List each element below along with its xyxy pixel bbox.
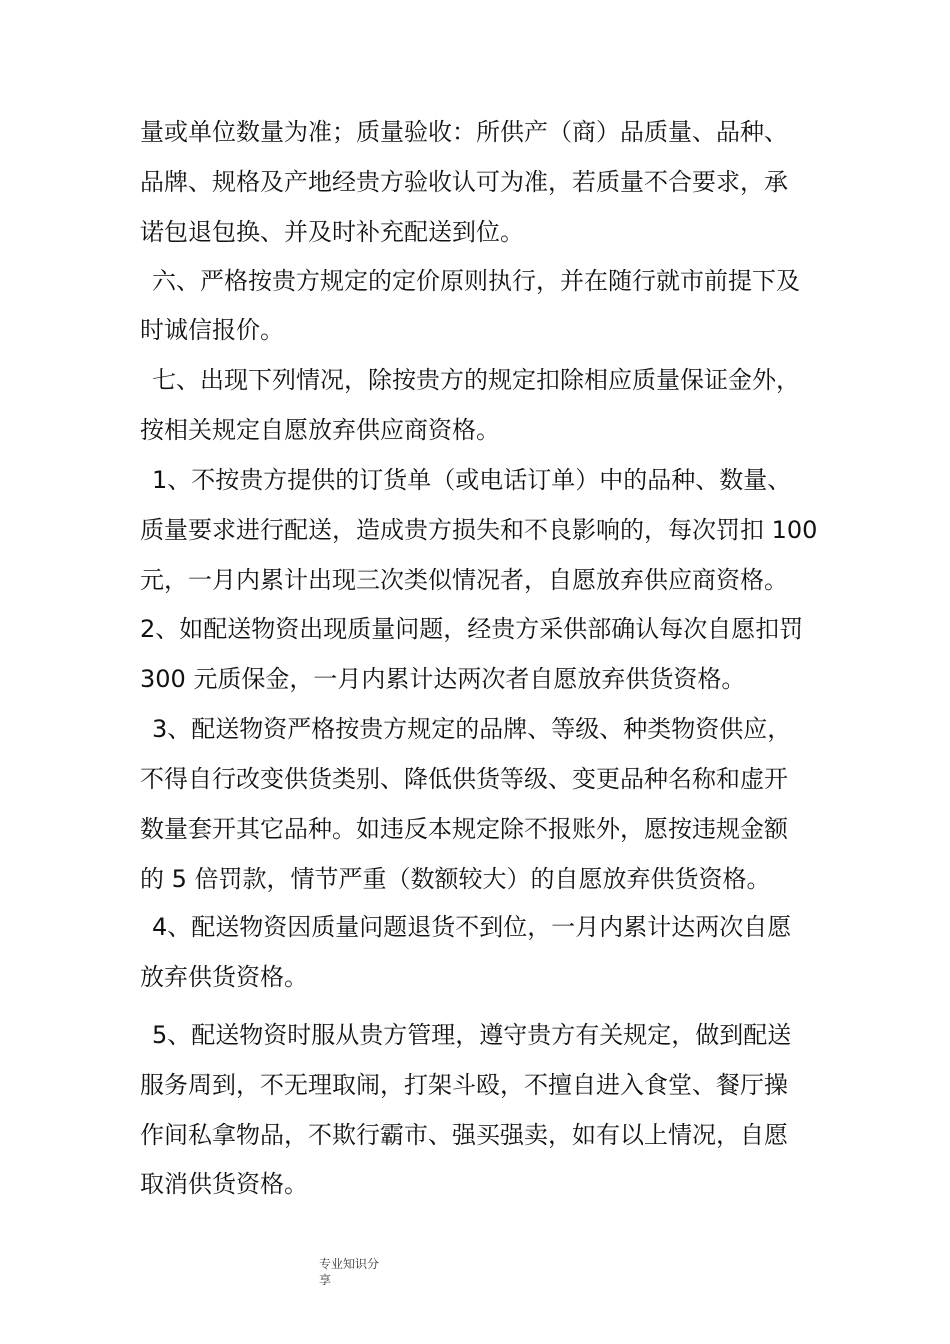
text-line: 300 元质保金，一月内累计达两次者自愿放弃供货资格。	[140, 665, 746, 693]
item-4-line: 4、配送物资因质量问题退货不到位，一月内累计达两次自愿	[152, 913, 792, 941]
text-line: 作间私拿物品，不欺行霸市、强买强卖，如有以上情况，自愿	[140, 1121, 788, 1149]
footer-line: 享	[319, 1273, 332, 1287]
text-line: 按相关规定自愿放弃供应商资格。	[140, 416, 500, 444]
text-line: 诺包退包换、并及时补充配送到位。	[140, 218, 524, 246]
text-line: 元，一月内累计出现三次类似情况者，自愿放弃供应商资格。	[140, 566, 788, 594]
section-six-heading: 六、严格按贵方规定的定价原则执行，并在随行就市前提下及	[152, 267, 800, 295]
page-footer	[319, 1256, 399, 1288]
text-line: 数量套开其它品种。如违反本规定除不报账外，愿按违规金额	[140, 815, 788, 843]
text-line: 服务周到，不无理取闹，打架斗殴，不擅自进入食堂、餐厅操	[140, 1071, 788, 1099]
text-line: 量或单位数量为准；质量验收：所供产（商）品质量、品种、	[140, 118, 788, 146]
footer-line: 专业知识分	[319, 1257, 380, 1271]
text-line: 取消供货资格。	[140, 1170, 308, 1198]
text-line: 时诚信报价。	[140, 316, 284, 344]
text-line: 的 5 倍罚款，情节严重（数额较大）的自愿放弃供货资格。	[140, 865, 771, 893]
item-5-line: 5、配送物资时服从贵方管理，遵守贵方有关规定，做到配送	[152, 1021, 792, 1049]
text-line: 品牌、规格及产地经贵方验收认可为准，若质量不合要求，承	[140, 168, 788, 196]
item-1-line: 1、不按贵方提供的订货单（或电话订单）中的品种、数量、	[152, 466, 792, 494]
section-seven-heading: 七、出现下列情况，除按贵方的规定扣除相应质量保证金外，	[152, 366, 800, 394]
item-3-line: 3、配送物资严格按贵方规定的品牌、等级、种类物资供应，	[152, 715, 792, 743]
text-line: 放弃供货资格。	[140, 963, 308, 991]
item-2-line: 2、如配送物资出现质量问题，经贵方采供部确认每次自愿扣罚	[140, 615, 804, 643]
text-line: 质量要求进行配送，造成贵方损失和不良影响的，每次罚扣 100	[140, 516, 818, 544]
text-line: 不得自行改变供货类别、降低供货等级、变更品种名称和虚开	[140, 765, 788, 793]
